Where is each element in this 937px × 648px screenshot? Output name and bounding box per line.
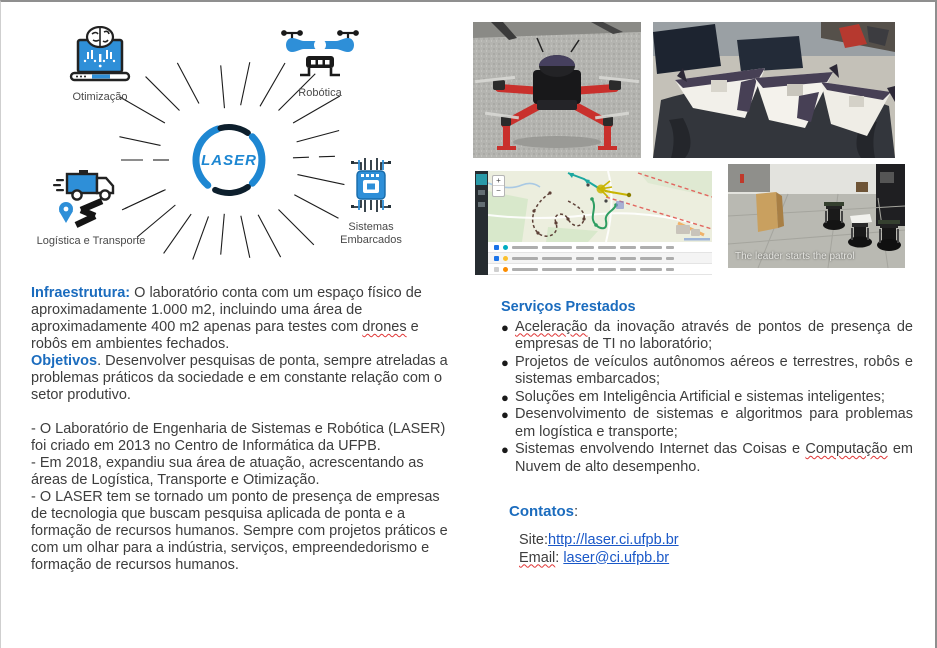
service-item <box>501 354 913 389</box>
map-zoom-in: + <box>493 176 504 186</box>
robots-video-caption: The leader starts the patrol <box>735 251 855 262</box>
service-text: Soluções em Inteligência Artificial e sistemas inteligentes; <box>515 388 885 405</box>
row-checkbox <box>494 245 499 250</box>
map-table-row <box>488 253 712 264</box>
photo-quadcopter-drone <box>473 22 641 158</box>
map-table-row <box>488 264 712 275</box>
email-colon: : <box>555 549 564 566</box>
laser-areas-diagram <box>1 2 467 288</box>
robotics-drone-icon <box>280 28 360 80</box>
objectives-label: Objetivos <box>31 353 98 369</box>
contact-lines <box>519 531 913 567</box>
service-text <box>515 319 913 354</box>
contacts-title-row <box>509 503 913 521</box>
service-text: Projetos de veículos autônomos aéreos e terrestres, robôs e sistemas embarcados; <box>515 353 913 387</box>
map-sidebar-icon-2 <box>478 202 485 207</box>
bullet-icon: ● <box>501 389 509 405</box>
map-canvas <box>488 171 712 242</box>
map-zoom-out: − <box>496 186 501 195</box>
map-zoom-control <box>492 175 505 197</box>
map-data-table <box>488 242 712 275</box>
laser-logo <box>188 119 270 201</box>
email-row <box>519 549 913 567</box>
map-sidebar-icon-1 <box>478 190 485 195</box>
service-text: Desenvolvimento de sistemas e algoritmos para problemas em logística e transporte; <box>515 406 913 440</box>
laser-logo-text: LASER <box>201 152 257 169</box>
service-text-rest: da inovação através de pontos de presença de empresas de TI no laboratório; <box>515 318 913 352</box>
service-item <box>501 406 913 441</box>
photo-fixed-wing-drones <box>653 22 895 158</box>
node-logistica-label: Logística e Transporte <box>36 235 146 247</box>
node-robotica-label: Robótica <box>298 87 342 99</box>
infrastructure-misspelled-word: drones <box>362 319 407 335</box>
node-otimizacao <box>57 26 143 104</box>
infrastructure-label: Infraestrutura: <box>31 285 131 301</box>
services-list <box>501 319 913 477</box>
bullet-icon: ● <box>501 407 509 422</box>
row-marker-yellow <box>503 256 508 261</box>
objectives-text: . Desenvolver pesquisas de ponta, sempre atreladas a problemas práticos da sociedade e em constante relação com o setor produtivo. <box>31 353 448 403</box>
service-text-1: Sistemas envolvendo Internet das Coisas e <box>515 441 806 457</box>
services-title: Serviços Prestados <box>501 299 636 315</box>
embedded-systems-chip-icon <box>339 156 403 214</box>
email-label: Email <box>519 549 556 566</box>
service-misspelled-word: Aceleração <box>515 318 588 335</box>
history-item-3: - O LASER tem se tornado um ponto de presença de empresas de tecnologia que buscam pesquisa aplicada de ponta e a formação de recursos humanos. Sempre com projetos práticos e com um olhar para a indústria, serviços, empreendedorismo e formação de recursos humanos. <box>31 489 448 573</box>
row-checkbox <box>494 267 499 272</box>
optimization-laptop-brain-icon <box>62 26 138 84</box>
service-item <box>501 389 913 407</box>
node-embarcados-line1: Sistemas <box>348 221 394 233</box>
history-item-1: - O Laboratório de Engenharia de Sistemas e Robótica (LASER) foi criado em 2013 no Centro de Informática da UFPB. <box>31 421 446 454</box>
node-embarcados-line2: Embarcados <box>340 234 402 246</box>
map-sidebar <box>475 171 488 275</box>
infrastructure-paragraph <box>31 285 458 353</box>
infrastructure-text-2: e robôs em ambientes fechados. <box>31 319 419 352</box>
map-table-row <box>488 242 712 253</box>
node-robotica <box>277 28 363 100</box>
contacts-title: Contatos <box>509 503 574 520</box>
bullet-icon: ● <box>501 319 509 335</box>
contacts-colon: : <box>574 503 579 520</box>
service-text-2: em Nuvem de alto desempenho. <box>515 441 914 475</box>
objectives-paragraph <box>31 353 458 404</box>
bullet-icon: ● <box>501 442 509 457</box>
contacts-block <box>509 503 913 567</box>
row-checkbox <box>494 256 499 261</box>
service-text <box>515 441 913 476</box>
infrastructure-text-1: O laboratório conta com um espaço físico de aproximadamente 1.000 m2, incluindo uma área de aproximadamente 400 m2 apenas para testes com <box>31 285 422 335</box>
services-column <box>501 299 913 567</box>
map-layers-button <box>476 174 487 185</box>
about-text-column <box>31 285 458 574</box>
node-embarcados <box>331 156 411 247</box>
row-marker-teal <box>503 245 508 250</box>
service-item <box>501 319 913 354</box>
node-otimizacao-label: Otimização <box>72 91 128 103</box>
service-misspelled-word: Computação <box>805 441 888 457</box>
site-row <box>519 531 913 549</box>
site-link[interactable]: http://laser.ci.ufpb.br <box>548 531 679 548</box>
row-marker-orange <box>503 267 508 272</box>
screenshot-map-application <box>475 171 712 275</box>
logistics-truck-pin-icon <box>52 166 130 228</box>
site-label: Site: <box>519 531 549 548</box>
email-link[interactable]: laser@ci.ufpb.br <box>563 549 670 566</box>
node-logistica <box>31 166 151 248</box>
node-embarcados-label <box>331 221 411 247</box>
history-item-2: - Em 2018, expandiu sua área de atuação, acrescentando as áreas de Logística, Transporte e Otimização. <box>31 455 424 488</box>
photo-patrol-robots <box>728 164 905 268</box>
history-block <box>31 421 458 574</box>
bullet-icon: ● <box>501 354 509 370</box>
service-item <box>501 441 913 476</box>
